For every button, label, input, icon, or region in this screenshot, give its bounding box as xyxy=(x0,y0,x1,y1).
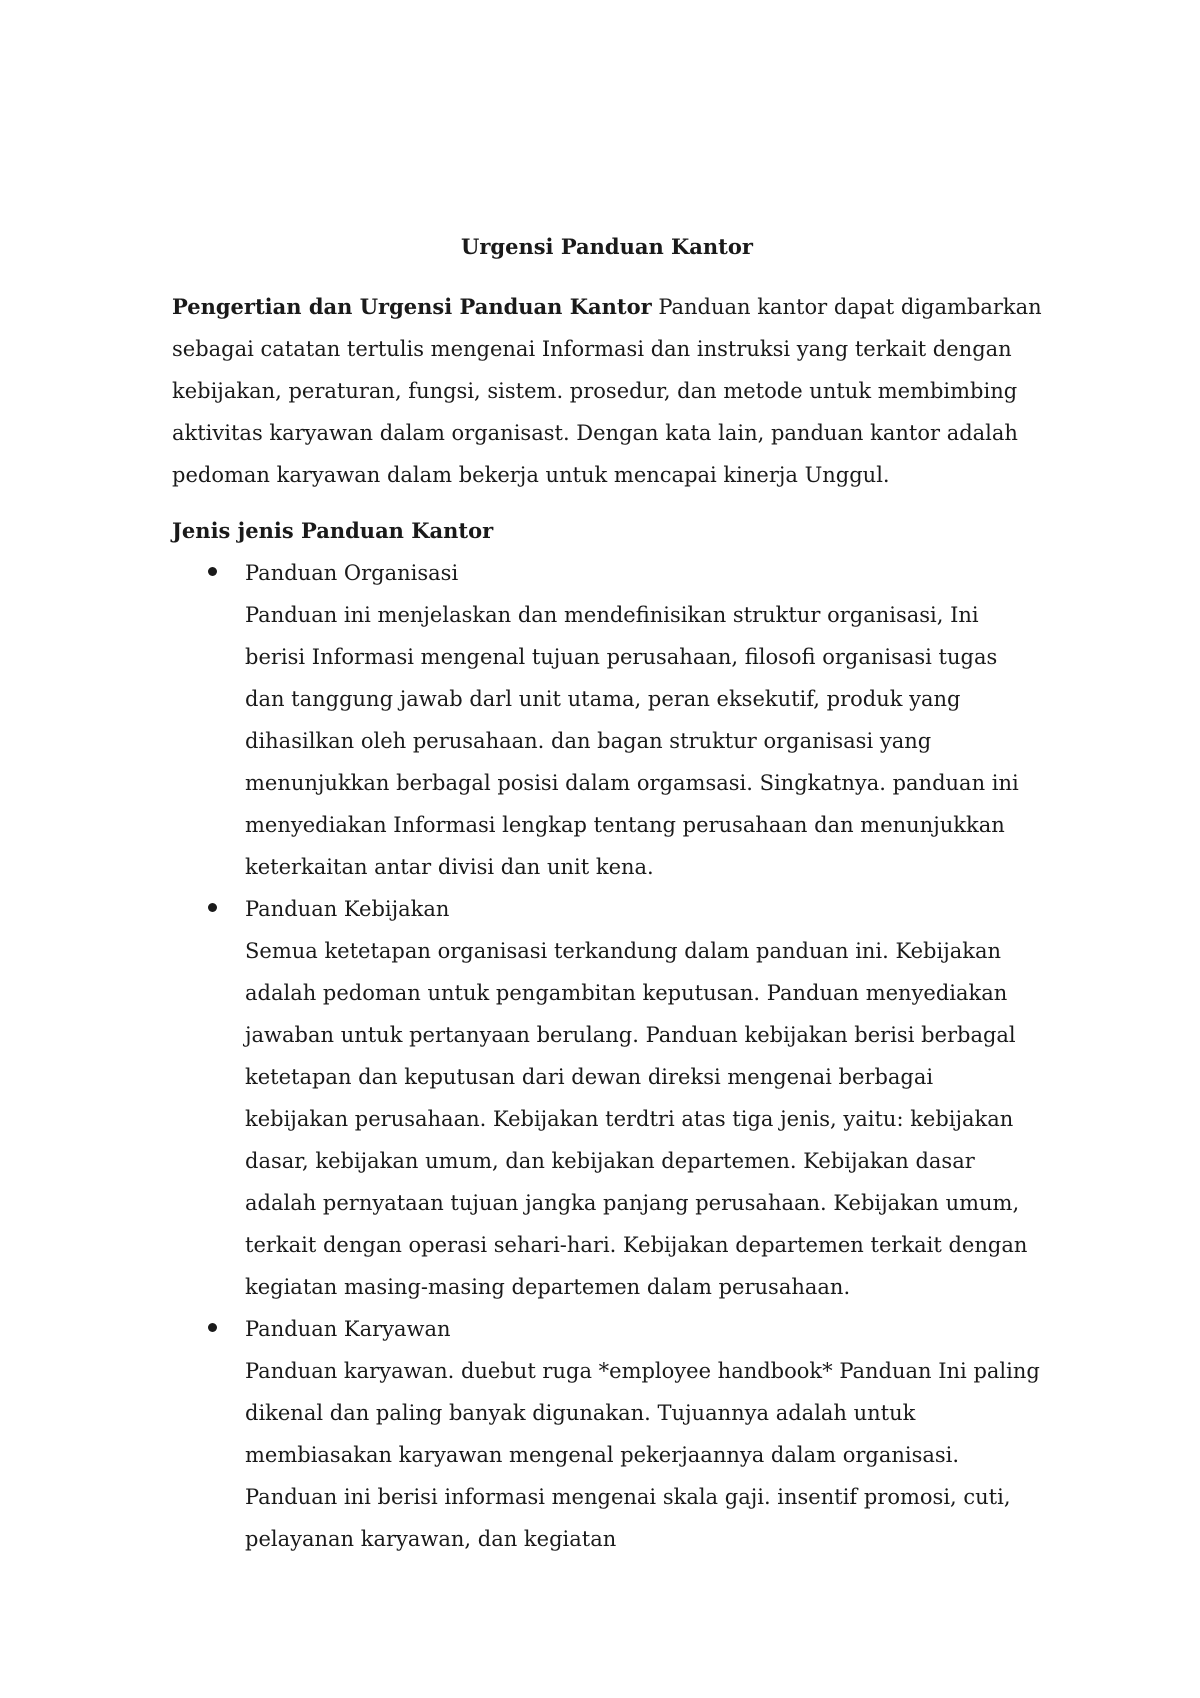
list-item-body: Panduan karyawan. duebut ruga *employee handbook* Panduan Ini paling dikenal dan paling banyak digunakan. Tujuannya adalah untuk membiasakan karyawan mengenal pekerjaannya dalam organisasi. Panduan ini berisi informasi mengenai skala gaji. insentif promosi, cuti, pelayanan karyawan, dan kegiatan xyxy=(245,1359,1040,1551)
document-page xyxy=(172,226,1042,1560)
document-title: Urgensi Panduan Kantor xyxy=(461,234,753,259)
list-item-panduan-karyawan xyxy=(172,1308,1042,1560)
list-item-body: Semua ketetapan organisasi terkandung dalam panduan ini. Kebijakan adalah pedoman untuk pengambitan keputusan. Panduan menyediakan jawaban untuk pertanyaan berulang. Panduan kebijakan berisi berbagal ketetapan dan keputusan dari dewan direksi mengenai berbagai kebijakan perusahaan. Kebijakan terdtri atas tiga jenis, yaitu: kebijakan dasar, kebijakan umum, dan kebijakan departemen. Kebijakan dasar adalah pernyataan tujuan jangka panjang perusahaan. Kebijakan umum, terkait dengan operasi sehari-hari. Kebijakan departemen terkait dengan kegiatan masing-masing departemen dalam perusahaan. xyxy=(245,939,1028,1299)
bullet-icon xyxy=(208,903,217,912)
guide-types-list xyxy=(172,552,1042,1560)
intro-paragraph xyxy=(172,286,1042,496)
list-item-title: Panduan Organisasi xyxy=(245,561,459,585)
list-item-title: Panduan Kebijakan xyxy=(245,897,450,921)
list-item-body: Panduan ini menjelaskan dan mendefinisikan struktur organisasi, Ini berisi Informasi mengenal tujuan perusahaan, filosofi organisasi tugas dan tanggung jawab darl unit utama, peran eksekutif, produk yang dihasilkan oleh perusahaan. dan bagan struktur organisasi yang menunjukkan berbagal posisi dalam orgamsasi. Singkatnya. panduan ini menyediakan Informasi lengkap tentang perusahaan dan menunjukkan keterkaitan antar divisi dan unit kena. xyxy=(245,603,1019,879)
list-item-title: Panduan Karyawan xyxy=(245,1317,451,1341)
bullet-icon xyxy=(208,567,217,576)
intro-text: Panduan kantor dapat digambarkan sebagai catatan tertulis mengenai Informasi dan instruksi yang terkait dengan kebijakan, peraturan, fungsi, sistem. prosedur, dan metode untuk membimbing aktivitas karyawan dalam organisast. Dengan kata lain, panduan kantor adalah pedoman karyawan dalam bekerja untuk mencapai kinerja Unggul. xyxy=(172,295,1042,487)
list-item-panduan-organisasi xyxy=(172,552,1042,888)
bullet-icon xyxy=(208,1323,217,1332)
list-item-panduan-kebijakan xyxy=(172,888,1042,1308)
intro-lead: Pengertian dan Urgensi Panduan Kantor xyxy=(172,294,652,319)
section-heading: Jenis jenis Panduan Kantor xyxy=(172,518,494,543)
